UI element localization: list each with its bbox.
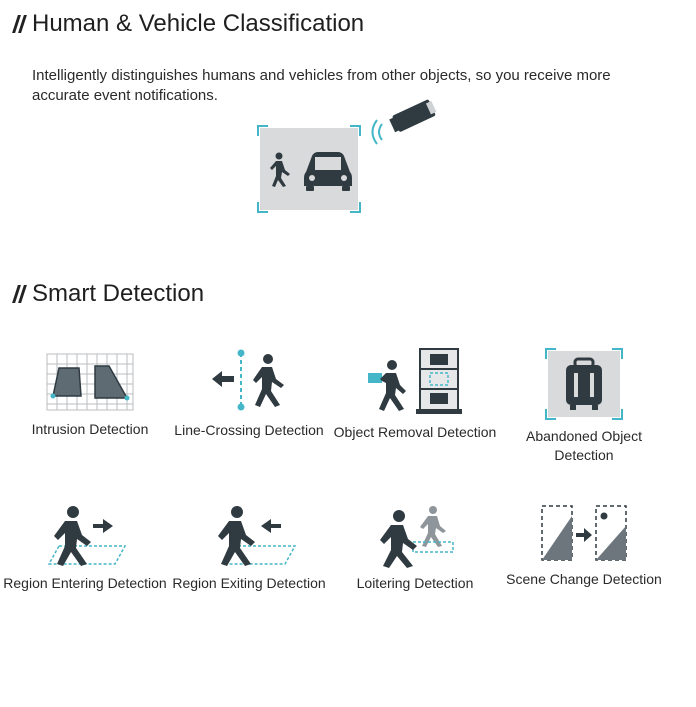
feature-object-removal-detection bbox=[330, 345, 500, 442]
feature-label: Region Exiting Detection bbox=[172, 575, 326, 591]
feature-label: Line-Crossing Detection bbox=[174, 422, 324, 438]
feature-label: Scene Change Detection bbox=[506, 571, 662, 587]
feature-label: Object Removal Detection bbox=[333, 424, 497, 440]
abandoned-object-icon bbox=[542, 345, 626, 421]
feature-region-exiting-detection bbox=[164, 502, 334, 593]
feature-label: Intrusion Detection bbox=[31, 421, 149, 437]
feature-loitering-detection bbox=[330, 502, 500, 593]
feature-scene-change-detection bbox=[499, 502, 669, 589]
human-vehicle-illustration-icon bbox=[254, 94, 444, 216]
slash-marker-icon bbox=[12, 285, 26, 303]
line-crossing-icon bbox=[204, 345, 294, 415]
feature-label: Loitering Detection bbox=[356, 575, 474, 591]
region-entering-icon bbox=[35, 502, 135, 568]
feature-abandoned-object-detection bbox=[499, 345, 669, 465]
section-title-classification bbox=[12, 10, 364, 38]
loitering-icon bbox=[365, 502, 465, 568]
feature-label: Region Entering Detection bbox=[3, 575, 167, 591]
feature-region-entering-detection bbox=[0, 502, 170, 593]
intrusion-detection-icon bbox=[45, 350, 135, 414]
object-removal-icon bbox=[360, 345, 470, 417]
classification-description: Intelligently distinguishes humans and vehicles from other objects, so you receive more accurate event notifications. bbox=[32, 67, 611, 104]
section-title-smart-detection bbox=[12, 280, 204, 308]
scene-change-icon bbox=[538, 502, 630, 564]
feature-intrusion-detection bbox=[5, 350, 175, 439]
slash-marker-icon bbox=[12, 15, 26, 33]
section-title-text: Smart Detection bbox=[32, 280, 205, 307]
section-title-text: Human & Vehicle Classification bbox=[32, 10, 365, 37]
feature-line-crossing-detection bbox=[164, 345, 334, 440]
feature-label: Abandoned Object Detection bbox=[526, 428, 642, 463]
region-exiting-icon bbox=[199, 502, 299, 568]
